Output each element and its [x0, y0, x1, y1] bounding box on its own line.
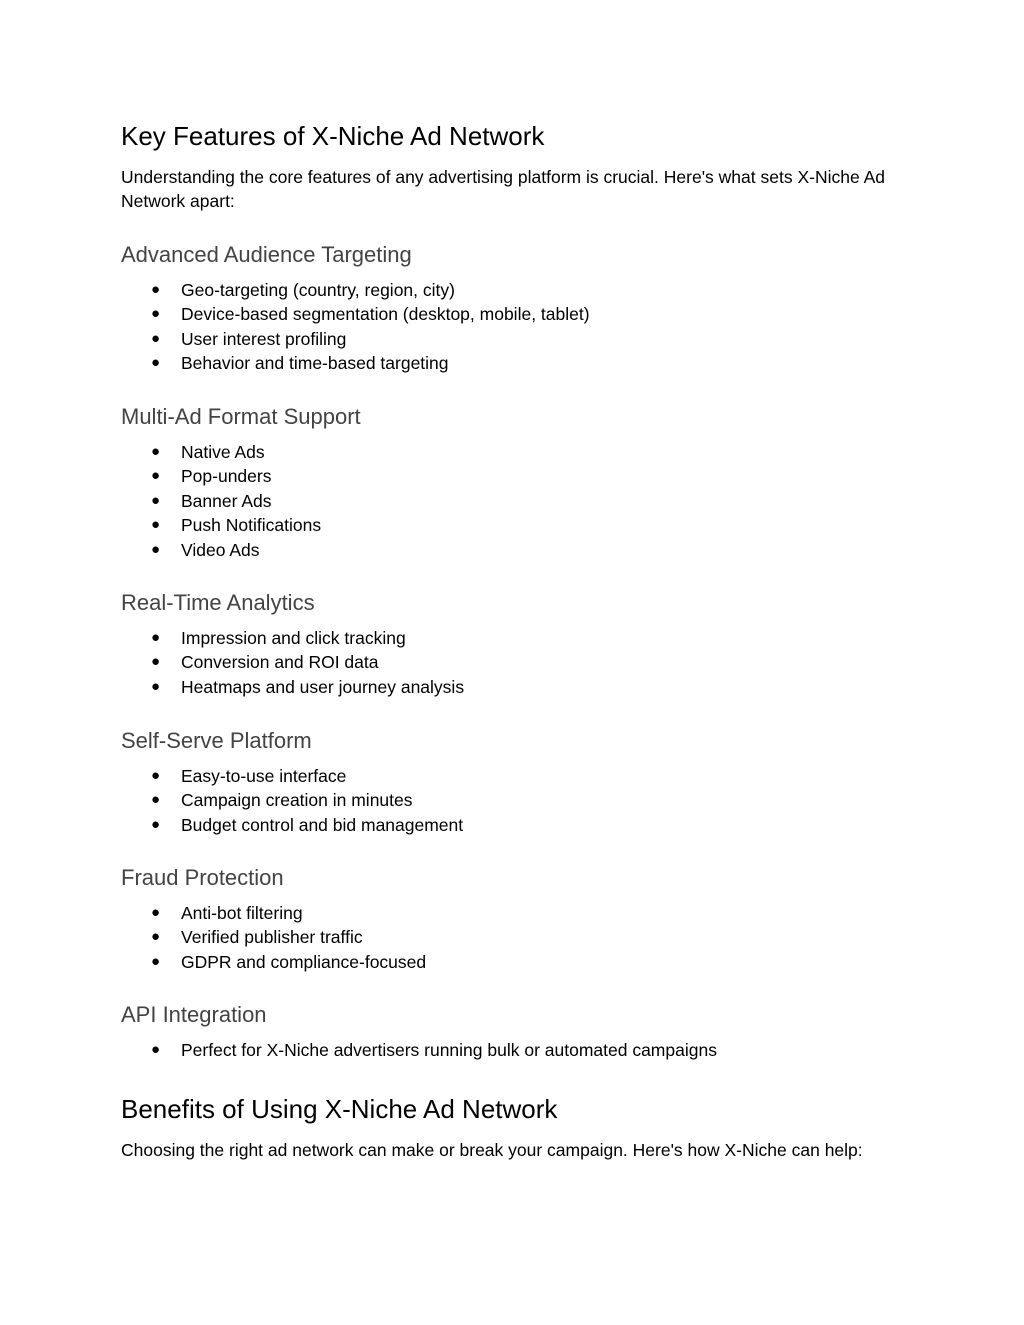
list-item: [121, 351, 911, 375]
list-item: [121, 464, 911, 488]
list-item-text: Device-based segmentation (desktop, mobile, tablet): [181, 304, 590, 325]
list-item: [121, 489, 911, 513]
list-item: [121, 626, 911, 650]
list-item-text: GDPR and compliance-focused: [181, 951, 427, 972]
list-item: [121, 950, 911, 974]
bullet-icon: ●: [151, 354, 161, 372]
list-item: [121, 440, 911, 464]
bullet-icon: ●: [151, 491, 161, 509]
list-item: [121, 901, 911, 925]
subheading-multi-ad-format: Multi-Ad Format Support: [121, 404, 361, 429]
list-multi-ad-format: [121, 440, 911, 562]
list-item-text: Campaign creation in minutes: [181, 790, 413, 811]
list-item: [121, 650, 911, 674]
list-item: [121, 1038, 911, 1062]
list-item-text: Perfect for X-Niche advertisers running bulk or automated campaigns: [181, 1040, 717, 1060]
list-item-text: Anti-bot filtering: [181, 903, 303, 923]
bullet-icon: ●: [151, 329, 161, 347]
list-item-text: Heatmaps and user journey analysis: [181, 676, 465, 697]
list-item: [121, 327, 911, 351]
list-real-time-analytics: [121, 626, 911, 699]
list-item: [121, 538, 911, 562]
list-item: [121, 278, 911, 302]
intro-paragraph: Understanding the core features of any advertising platform is crucial. Here's what sets X-Niche Ad Network apart:: [121, 167, 885, 211]
heading-benefits: Benefits of Using X-Niche Ad Network: [121, 1094, 558, 1124]
list-item-text: Banner Ads: [181, 490, 272, 511]
bullet-icon: ●: [151, 516, 161, 534]
heading-key-features: Key Features of X-Niche Ad Network: [121, 121, 545, 151]
list-audience-targeting: [121, 278, 911, 376]
subheading-fraud-protection: Fraud Protection: [121, 865, 284, 890]
bullet-icon: ●: [151, 281, 161, 298]
bullet-icon: ●: [151, 1041, 161, 1058]
list-item: [121, 302, 911, 326]
list-item: [121, 764, 911, 788]
list-item-text: Impression and click tracking: [181, 628, 406, 648]
list-item: [121, 788, 911, 812]
list-item-text: Pop-unders: [181, 466, 272, 487]
bullet-icon: ●: [151, 791, 161, 809]
benefits-paragraph: Choosing the right ad network can make or break your campaign. Here's how X-Niche can help:: [121, 1140, 863, 1160]
subheading-api-integration: API Integration: [121, 1002, 267, 1027]
list-item-text: User interest profiling: [181, 328, 347, 349]
list-item-text: Behavior and time-based targeting: [181, 353, 449, 374]
bullet-icon: ●: [151, 767, 161, 784]
bullet-icon: ●: [151, 467, 161, 485]
list-item-text: Budget control and bid management: [181, 814, 464, 835]
list-item: [121, 925, 911, 949]
bullet-icon: ●: [151, 443, 161, 460]
bullet-icon: ●: [151, 952, 161, 970]
list-item-text: Native Ads: [181, 442, 265, 462]
list-item-text: Push Notifications: [181, 515, 322, 536]
list-api-integration: [121, 1038, 911, 1062]
list-item: [121, 675, 911, 699]
list-item-text: Video Ads: [181, 539, 260, 560]
list-item-text: Conversion and ROI data: [181, 652, 379, 673]
bullet-icon: ●: [151, 305, 161, 323]
bullet-icon: ●: [151, 928, 161, 946]
bullet-icon: ●: [151, 815, 161, 833]
bullet-icon: ●: [151, 653, 161, 671]
list-item-text: Easy-to-use interface: [181, 766, 347, 786]
bullet-icon: ●: [151, 540, 161, 558]
bullet-icon: ●: [151, 677, 161, 695]
subheading-self-serve-platform: Self-Serve Platform: [121, 728, 312, 753]
list-self-serve-platform: [121, 764, 911, 837]
list-item-text: Verified publisher traffic: [181, 927, 363, 948]
bullet-icon: ●: [151, 904, 161, 921]
list-fraud-protection: [121, 901, 911, 974]
subheading-audience-targeting: Advanced Audience Targeting: [121, 242, 412, 267]
bullet-icon: ●: [151, 629, 161, 646]
list-item: [121, 813, 911, 837]
list-item-text: Geo-targeting (country, region, city): [181, 280, 455, 300]
list-item: [121, 513, 911, 537]
subheading-real-time-analytics: Real-Time Analytics: [121, 590, 315, 615]
